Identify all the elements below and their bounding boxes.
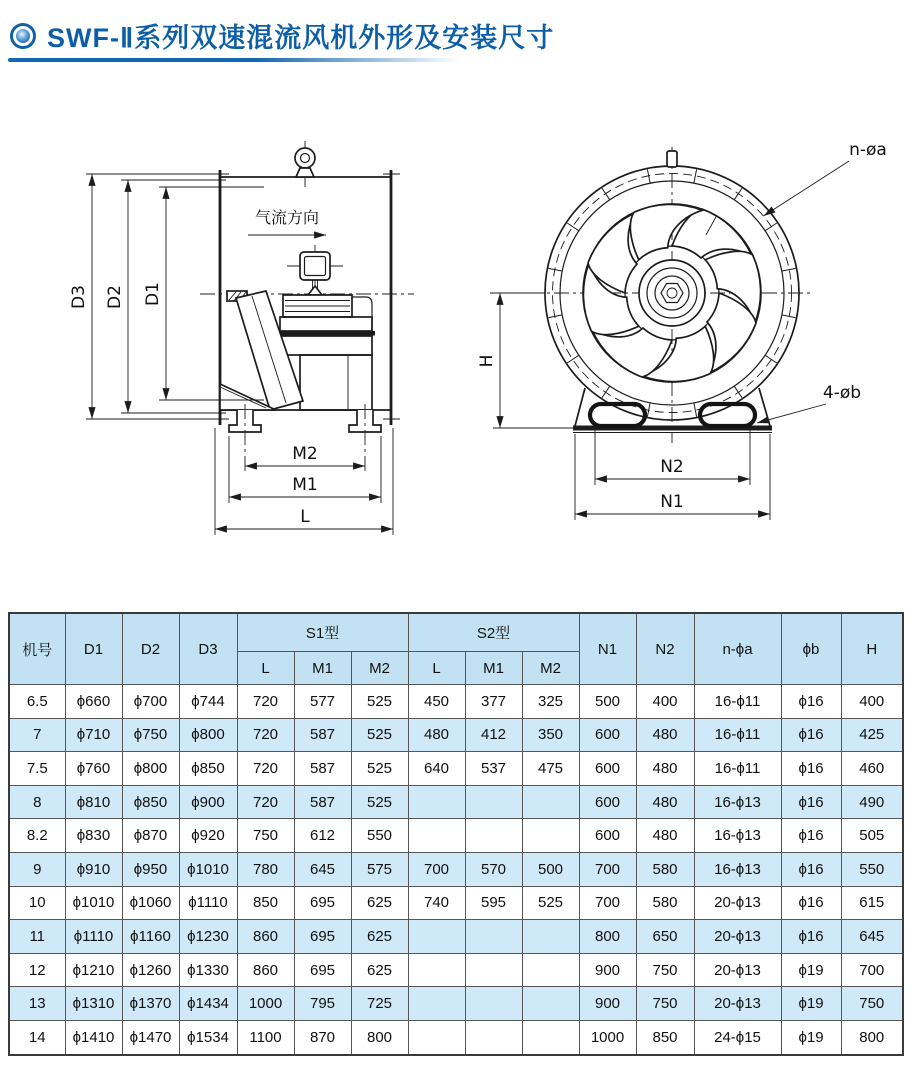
table-cell: ϕ1310 [65,987,122,1021]
table-cell: 720 [237,752,294,786]
page-title: SWF-Ⅱ系列双速混流风机外形及安装尺寸 [47,23,555,53]
col-n1: N1 [579,613,636,685]
col-group-s2: S2型 [408,613,579,652]
table-cell: 587 [294,752,351,786]
table-cell [408,953,465,987]
dim-label-m2: M2 [292,444,318,464]
table-cell: 20-ϕ13 [694,987,781,1021]
table-cell: ϕ16 [781,819,841,853]
dim-label-d1: D1 [143,282,163,306]
table-cell: 1000 [579,1020,636,1054]
table-cell: 20-ϕ13 [694,920,781,954]
table-cell: 16-ϕ13 [694,852,781,886]
table-cell: ϕ910 [65,852,122,886]
table-cell: ϕ1260 [122,953,179,987]
table-cell [465,785,522,819]
table-cell: 575 [351,852,408,886]
table-cell: 645 [841,920,903,954]
table-cell: ϕ1010 [65,886,122,920]
col-d2: D2 [122,613,179,685]
table-cell: 16-ϕ13 [694,785,781,819]
table-cell: 640 [408,752,465,786]
dimensions-table [8,612,904,1056]
col-group-s1: S1型 [237,613,408,652]
table-cell: 800 [579,920,636,954]
col-s2-l: L [408,652,465,685]
table-cell: 9 [9,852,65,886]
installation-drawings [0,95,910,575]
table-cell: 20-ϕ13 [694,953,781,987]
table-cell: 450 [408,685,465,719]
table-cell: 480 [636,718,694,752]
table-cell: ϕ1434 [179,987,237,1021]
table-cell: 740 [408,886,465,920]
table-cell [522,920,579,954]
table-row [9,685,903,719]
side-view-drawing [69,141,414,535]
lifting-eye [295,141,315,187]
table-cell [408,987,465,1021]
table-cell: 580 [636,886,694,920]
table-cell: 615 [841,886,903,920]
table-cell: ϕ1330 [179,953,237,987]
table-cell [408,785,465,819]
table-cell: 8 [9,785,65,819]
table-cell [522,785,579,819]
table-cell: 600 [579,718,636,752]
table-cell: 325 [522,685,579,719]
table-cell: ϕ1010 [179,852,237,886]
terminal-box [287,245,343,295]
table-cell: ϕ1534 [179,1020,237,1054]
table-cell: ϕ760 [65,752,122,786]
table-cell: 350 [522,718,579,752]
table-cell: ϕ16 [781,920,841,954]
table-cell: 20-ϕ13 [694,886,781,920]
table-cell: 480 [636,819,694,853]
front-view-drawing [477,140,887,520]
table-cell: 850 [636,1020,694,1054]
col-s1-m1: M1 [294,652,351,685]
col-d3: D3 [179,613,237,685]
table-cell [465,920,522,954]
table-body [9,685,903,1055]
table-cell: ϕ16 [781,785,841,819]
table-cell: 525 [522,886,579,920]
table-cell: 795 [294,987,351,1021]
table-cell [522,953,579,987]
table-cell: 377 [465,685,522,719]
table-cell: ϕ744 [179,685,237,719]
table-cell: 725 [351,987,408,1021]
dim-label-l: L [300,507,310,527]
table-cell: 700 [579,886,636,920]
table-cell: 750 [636,987,694,1021]
front-dimensions [477,140,887,520]
table-cell: ϕ16 [781,886,841,920]
table-cell: ϕ800 [122,752,179,786]
table-cell: ϕ870 [122,819,179,853]
table-cell: 525 [351,752,408,786]
airflow-direction-label: 气流方向 [254,210,320,227]
table-cell: 1000 [237,987,294,1021]
side-bottom-dimensions [215,428,393,535]
table-cell: 600 [579,752,636,786]
table-cell: 750 [237,819,294,853]
table-cell: 16-ϕ13 [694,819,781,853]
table-cell: ϕ950 [122,852,179,886]
table-cell: 550 [841,852,903,886]
table-cell: ϕ1370 [122,987,179,1021]
table-cell: ϕ16 [781,752,841,786]
table-cell: 720 [237,785,294,819]
table-cell: ϕ830 [65,819,122,853]
table-cell: 480 [636,752,694,786]
table-cell: 870 [294,1020,351,1054]
table-cell: 480 [408,718,465,752]
table-cell: 480 [636,785,694,819]
table-cell [465,1020,522,1054]
table-row [9,920,903,954]
table-cell: ϕ700 [122,685,179,719]
table-cell: 7 [9,718,65,752]
table-cell: ϕ900 [179,785,237,819]
table-cell: ϕ19 [781,953,841,987]
table-row [9,752,903,786]
table-cell: 645 [294,852,351,886]
table-cell: 11 [9,920,65,954]
table-header [9,613,903,685]
table-cell: 460 [841,752,903,786]
table-cell: 595 [465,886,522,920]
table-cell: 400 [636,685,694,719]
table-cell: 900 [579,987,636,1021]
table-cell: 580 [636,852,694,886]
table-cell: ϕ1110 [179,886,237,920]
table-cell: 525 [351,785,408,819]
bolt-circle-callout: n-øa [849,140,887,160]
section-bullet-icon [10,23,36,49]
dim-label-m1: M1 [292,475,318,495]
table-cell [465,953,522,987]
table-cell: 412 [465,718,522,752]
col-s1-l: L [237,652,294,685]
table-cell: 505 [841,819,903,853]
table-cell: ϕ16 [781,718,841,752]
table-cell: 695 [294,886,351,920]
table-cell: 700 [579,852,636,886]
table-cell [408,819,465,853]
table-cell: ϕ16 [781,852,841,886]
table-cell: ϕ19 [781,1020,841,1054]
table-cell: 500 [522,852,579,886]
table-cell: 500 [579,685,636,719]
table-cell: 700 [841,953,903,987]
table-cell: 720 [237,718,294,752]
table-cell: 7.5 [9,752,65,786]
top-lug [667,151,677,167]
table-cell: 625 [351,886,408,920]
title-underline [8,58,460,62]
table-cell: ϕ1230 [179,920,237,954]
table-row [9,785,903,819]
table-cell: ϕ660 [65,685,122,719]
table-cell: 625 [351,920,408,954]
table-cell: ϕ1470 [122,1020,179,1054]
table-cell: 525 [351,718,408,752]
table-cell: ϕ1410 [65,1020,122,1054]
table-cell: 587 [294,785,351,819]
dim-label-h: H [477,354,497,368]
table-cell: 600 [579,785,636,819]
table-cell: 860 [237,953,294,987]
table-cell: 425 [841,718,903,752]
table-cell: 16-ϕ11 [694,752,781,786]
table-cell: 475 [522,752,579,786]
table-cell [408,920,465,954]
table-cell [408,1020,465,1054]
table-cell: 550 [351,819,408,853]
table-cell: 10 [9,886,65,920]
page-header [10,16,554,55]
table-cell: 695 [294,920,351,954]
table-row [9,886,903,920]
table-cell: ϕ850 [122,785,179,819]
table-cell: 750 [636,953,694,987]
table-cell: 570 [465,852,522,886]
table-cell: 800 [351,1020,408,1054]
table-cell [465,819,522,853]
col-n2: N2 [636,613,694,685]
base-holes-callout: 4-øb [822,383,862,403]
table-cell: 13 [9,987,65,1021]
table-cell: 400 [841,685,903,719]
col-h: H [841,613,903,685]
table-cell: 700 [408,852,465,886]
table-cell [465,987,522,1021]
table-cell: 12 [9,953,65,987]
table-cell: ϕ1110 [65,920,122,954]
table-cell: 587 [294,718,351,752]
table-cell: ϕ920 [179,819,237,853]
table-cell: 525 [351,685,408,719]
table-cell: 600 [579,819,636,853]
col-machine-no: 机号 [9,613,65,685]
table-row [9,987,903,1021]
table-cell: ϕ19 [781,987,841,1021]
impeller [552,173,792,413]
table-cell: ϕ710 [65,718,122,752]
table-cell: 750 [841,987,903,1021]
table-cell: 650 [636,920,694,954]
table-cell: ϕ750 [122,718,179,752]
dim-label-d3: D3 [69,285,89,309]
table-cell: 16-ϕ11 [694,718,781,752]
table-cell: 14 [9,1020,65,1054]
dim-label-n2: N2 [660,457,684,477]
table-cell: 8.2 [9,819,65,853]
table-cell [522,819,579,853]
table-cell: 16-ϕ11 [694,685,781,719]
table-cell [522,987,579,1021]
table-cell [522,1020,579,1054]
table-cell: 800 [841,1020,903,1054]
col-phi-b: ϕb [781,613,841,685]
table-row [9,953,903,987]
table-row [9,852,903,886]
table-cell: 490 [841,785,903,819]
table-cell: 537 [465,752,522,786]
table-cell: 860 [237,920,294,954]
col-s2-m2: M2 [522,652,579,685]
table-cell: 850 [237,886,294,920]
table-cell: ϕ800 [179,718,237,752]
table-row [9,1020,903,1054]
table-cell: 577 [294,685,351,719]
dim-label-d2: D2 [105,285,125,309]
table-cell: 612 [294,819,351,853]
pedestal-base [493,388,772,433]
table-row [9,819,903,853]
col-d1: D1 [65,613,122,685]
col-n-phi-a: n-ϕa [694,613,781,685]
table-cell: 24-ϕ15 [694,1020,781,1054]
table-cell: 900 [579,953,636,987]
table-cell: 625 [351,953,408,987]
table-cell: ϕ1060 [122,886,179,920]
table-cell: 695 [294,953,351,987]
table-cell: 6.5 [9,685,65,719]
table-cell: ϕ850 [179,752,237,786]
col-s2-m1: M1 [465,652,522,685]
table-cell: ϕ1210 [65,953,122,987]
col-s1-m2: M2 [351,652,408,685]
table-cell: 1100 [237,1020,294,1054]
table-cell: ϕ810 [65,785,122,819]
dim-label-n1: N1 [660,492,684,512]
table-row [9,718,903,752]
table-cell: ϕ1160 [122,920,179,954]
table-cell: 720 [237,685,294,719]
table-cell: ϕ16 [781,685,841,719]
table-cell: 780 [237,852,294,886]
